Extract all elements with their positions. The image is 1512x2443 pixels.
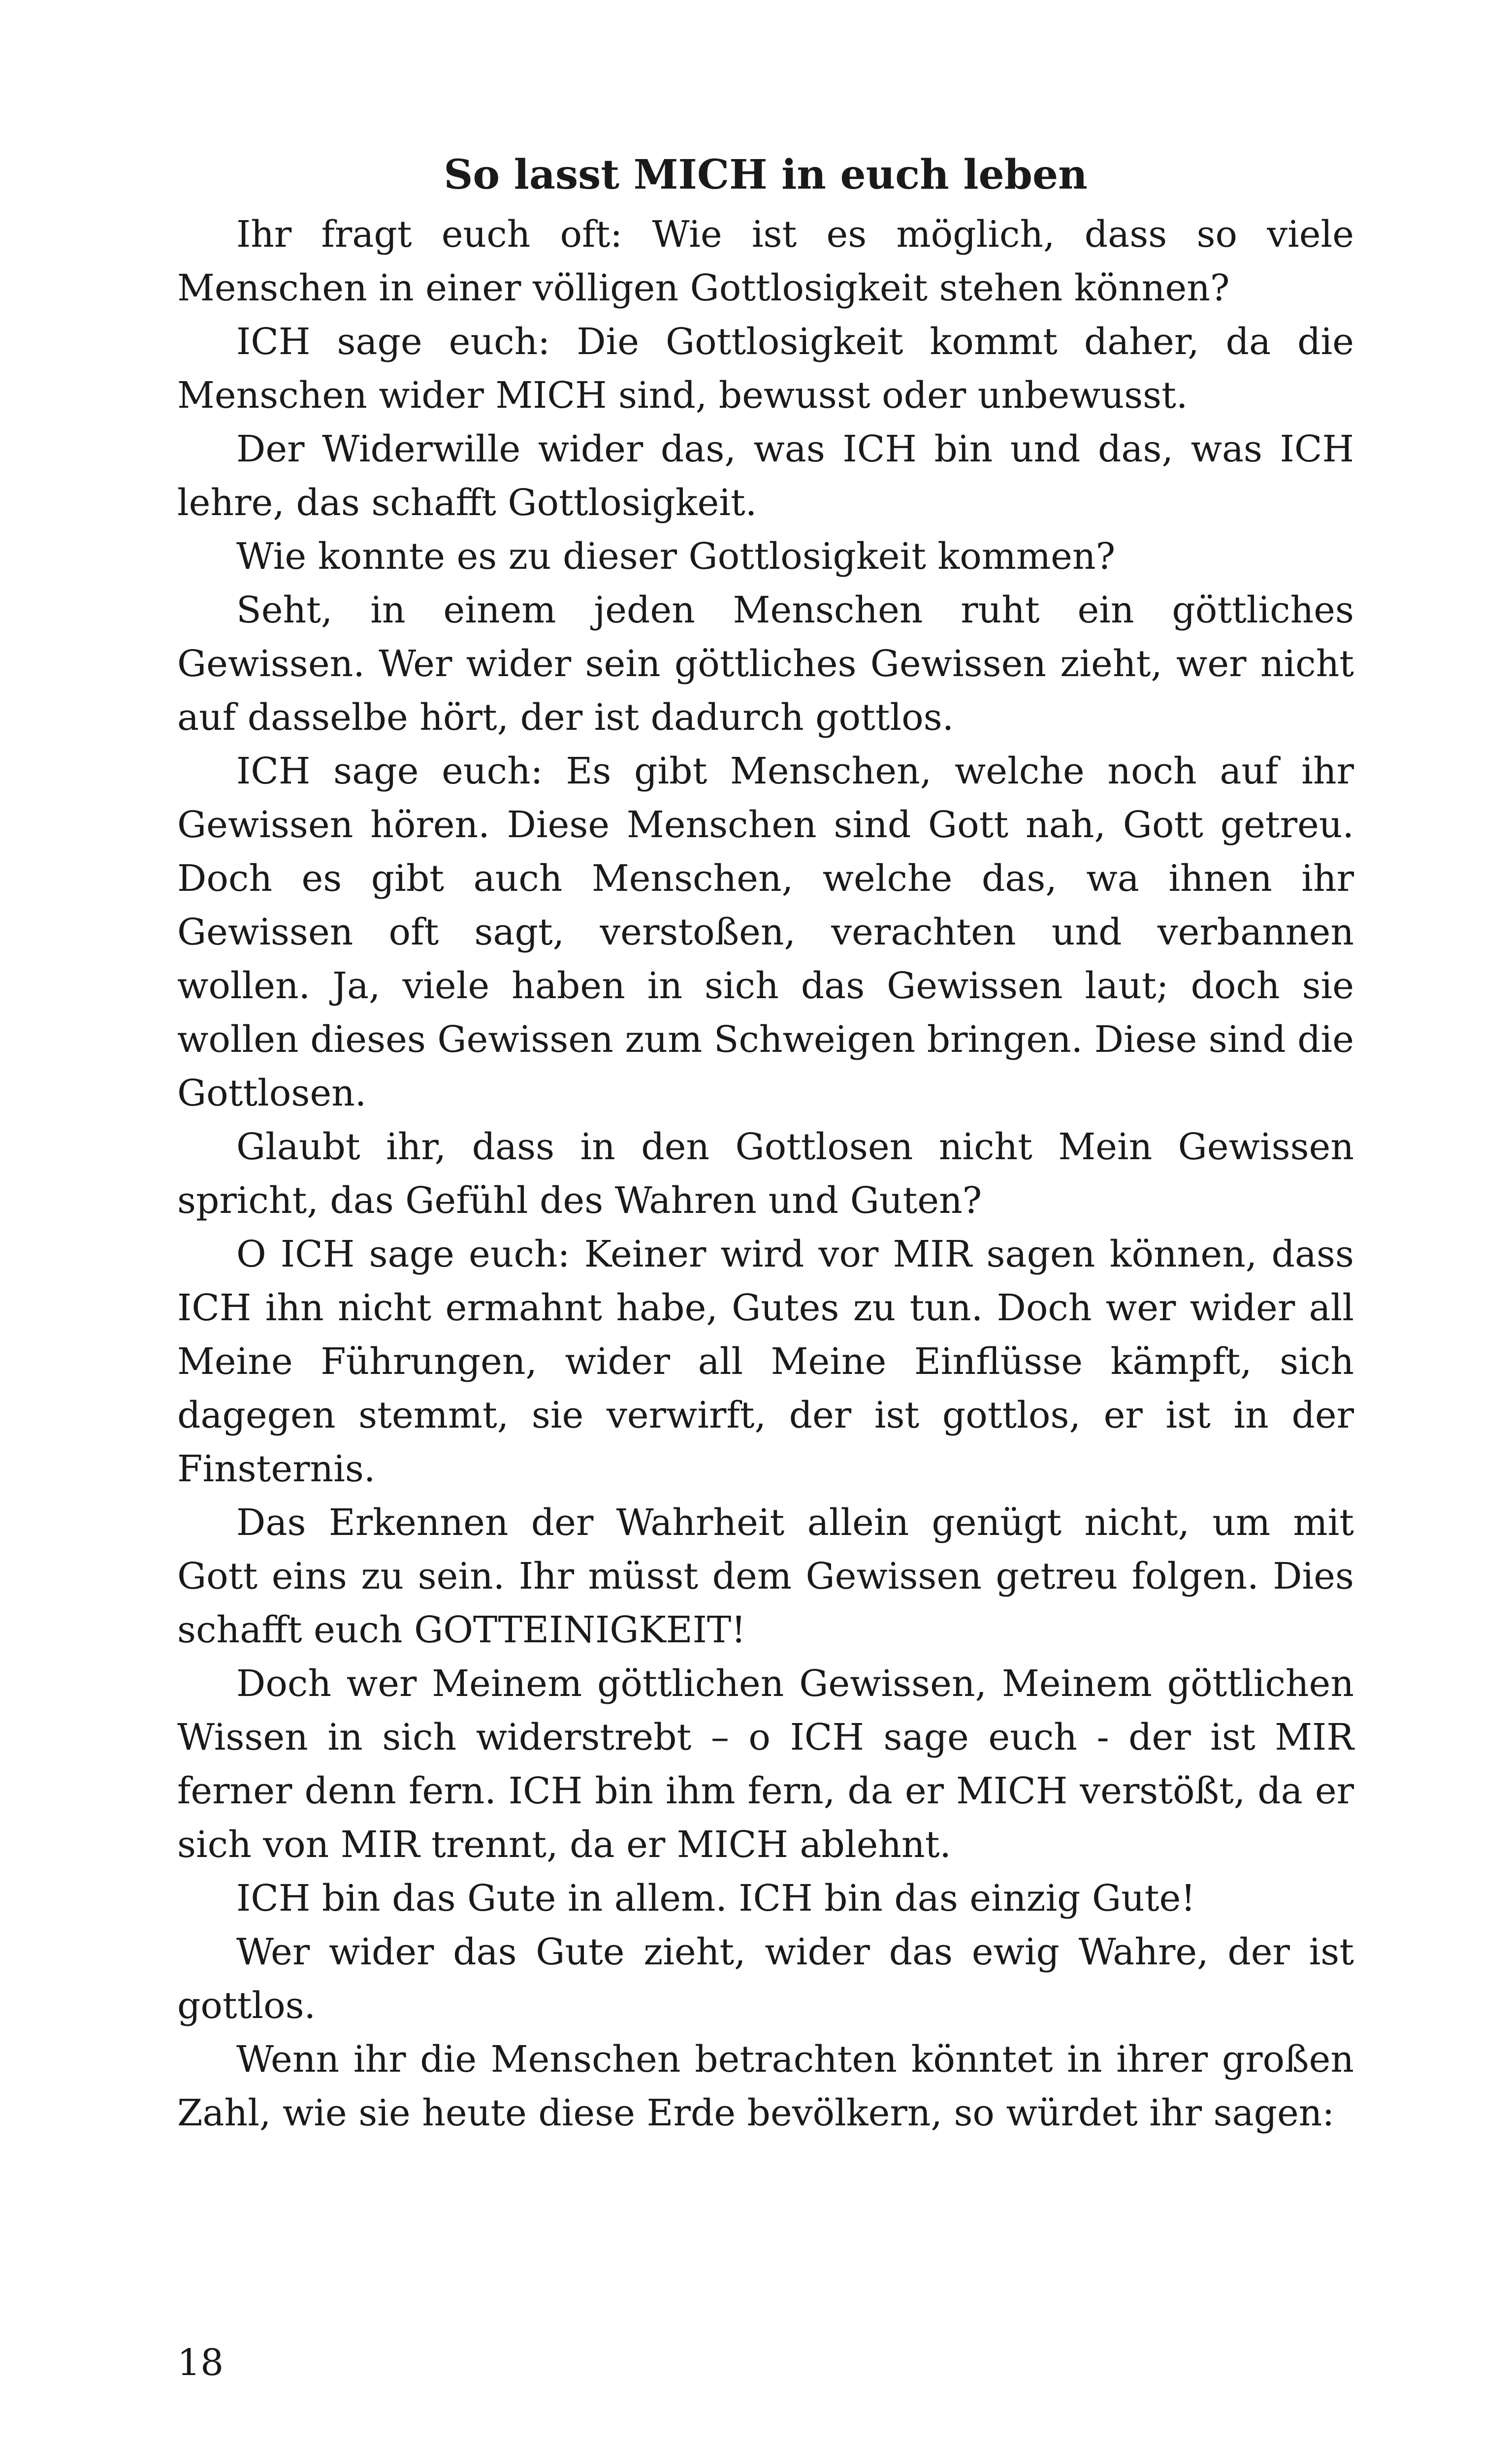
body-text bbox=[177, 208, 1354, 2140]
paragraph: Glaubt ihr, dass in den Gottlosen nicht Mein Gewissen spricht, das Gefühl des Wahren und Guten? bbox=[177, 1126, 1354, 1222]
book-page bbox=[177, 148, 1354, 2140]
paragraph: ICH bin das Gute in allem. ICH bin das einzig Gute! bbox=[236, 1877, 1196, 1920]
paragraph: Doch wer Meinem göttlichen Gewissen, Meinem göttlichen Wissen in sich widerstrebt – o ICH sage euch - der ist MIR ferner denn fern. ICH bin ihm fern, da er MICH verstößt, da er sich von MIR trennt, da er MICH ablehnt. bbox=[177, 1662, 1354, 1866]
paragraph: Das Erkennen der Wahrheit allein genügt nicht, um mit Gott eins zu sein. Ihr müsst dem Gewissen getreu folgen. Dies schafft euch GOTTEINIGKEIT! bbox=[177, 1501, 1354, 1651]
paragraph: Der Widerwille wider das, was ICH bin und das, was ICH lehre, das schafft Gottlosigkeit. bbox=[177, 428, 1354, 524]
paragraph: ICH sage euch: Es gibt Menschen, welche noch auf ihr Gewissen hören. Diese Menschen sind Gott nah, Gott getreu. Doch es gibt auch Menschen, welche das, wa ihnen ihr Gewissen oft sagt, verstoßen, verachten und verbannen wollen. Ja, viele haben in sich das Gewissen laut; doch sie wollen dieses Gewissen zum Schweigen bringen. Diese sind die Gottlosen. bbox=[177, 750, 1354, 1114]
chapter-title: So lasst MICH in euch leben bbox=[444, 151, 1088, 198]
paragraph: Wenn ihr die Menschen betrachten könntet in ihrer großen Zahl, wie sie heute diese Erde bevölkern, so würdet ihr sagen: bbox=[177, 2038, 1354, 2134]
paragraph: Wie konnte es zu dieser Gottlosigkeit kommen? bbox=[236, 535, 1116, 578]
paragraph: Wer wider das Gute zieht, wider das ewig Wahre, der ist gottlos. bbox=[177, 1931, 1354, 2027]
paragraph: Seht, in einem jeden Menschen ruht ein göttliches Gewissen. Wer wider sein göttliches Gewissen zieht, wer nicht auf dasselbe hört, der ist dadurch gottlos. bbox=[177, 589, 1354, 739]
paragraph: ICH sage euch: Die Gottlosigkeit kommt daher, da die Menschen wider MICH sind, bewusst oder unbewusst. bbox=[177, 321, 1354, 417]
page-number: 18 bbox=[177, 2342, 224, 2384]
paragraph: O ICH sage euch: Keiner wird vor MIR sagen können, dass ICH ihn nicht ermahnt habe, Gutes zu tun. Doch wer wider all Meine Führungen, wider all Meine Einflüsse kämpft, sich dagegen stemmt, sie verwirft, der ist gottlos, er ist in der Finsternis. bbox=[177, 1233, 1354, 1490]
paragraph: Ihr fragt euch oft: Wie ist es möglich, dass so viele Menschen in einer völligen Gottlosigkeit stehen können? bbox=[177, 213, 1354, 309]
